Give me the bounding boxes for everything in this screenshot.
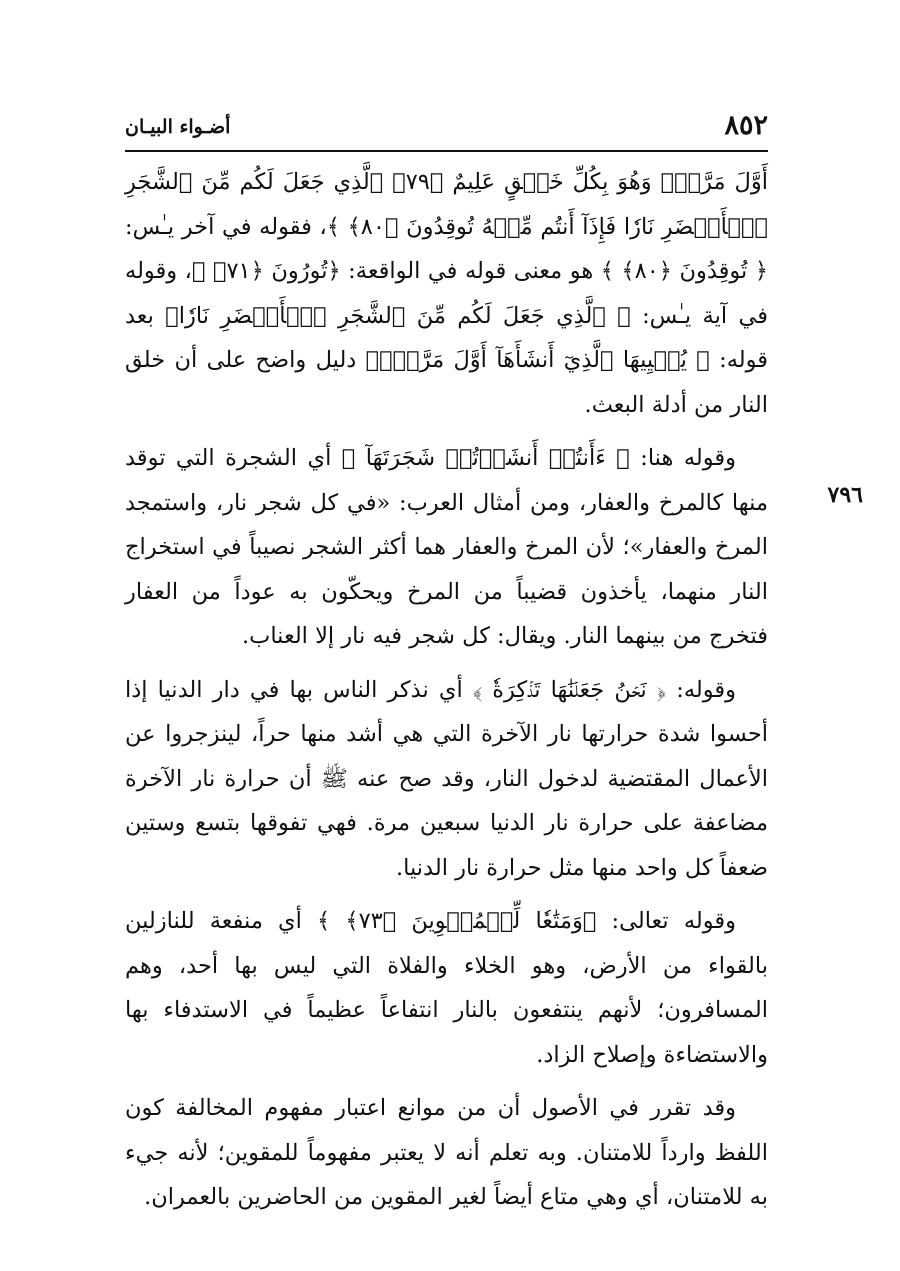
book-title: أضـواء البيـان — [125, 116, 231, 138]
paragraph-2: وقوله هنا: ﴿ ءَأَنتُمۡ أَنشَأۡتُمۡ شَجَرَتَهَآ ﴾ أي الشجرة التي توقد منها كالمرخ والعفار، ومن أمثال العرب: «في كل شجر نار، واستمجد المرخ والعفار»؛ لأن المرخ والعفار هما أكثر الشجر نصيباً في استخراج النار منهما، يأخذون قضيباً من المرخ ويحكّون به عوداً من العفار فتخرج من بينهما النار. ويقال: كل شجر فيه نار إلا العناب. — [125, 445, 768, 649]
header-divider — [125, 150, 768, 152]
margin-page-reference: ٧٩٦ — [827, 482, 863, 508]
paragraph-3: وقوله: ﴿ نَحۡنُ جَعَلۡنَٰهَا تَذۡكِرَةٗ ﴾ أي نذكر الناس بها في دار الدنيا إذا أحسوا شدة حرارتها نار الآخرة التي هي أشد منها حراً، لينزجروا عن الأعمال المقتضية لدخول النار، وقد صح عنه ﷺ أن حرارة نار الآخرة مضاعفة على حرارة نار الدنيا سبعين مرة. فهي تفوقها بتسع وستين ضعفاً كل واحد منها مثل حرارة نار الدنيا. — [125, 676, 768, 881]
paragraph-4: وقوله تعالى: ﴿وَمَتَٰعٗا لِّلۡمُقۡوِينَ ﴿٧٣﴾ ﴾ أي منفعة للنازلين بالقواء من الأرض، وهو الخلاء والفلاة التي ليس بها أحد، وهم المسافرون؛ لأنهم ينتفعون بالنار انتفاعاً عظيماً في الاستدفاء بها والاستضاءة وإصلاح الزاد. — [125, 908, 768, 1068]
paragraph-5: وقد تقرر في الأصول أن من موانع اعتبار مفهوم المخالفة كون اللفظ وارداً للامتنان. وبه تعلم أنه لا يعتبر مفهوماً للمقوين؛ لأنه جيء به للامتنان، أي وهي متاع أيضاً لغير المقوين من الحاضرين بالعمران. — [125, 1095, 768, 1210]
paragraph-1: أَوَّلَ مَرَّةٍۖ وَهُوَ بِكُلِّ خَلۡقٍ عَلِيمٌ ﴿٧٩﴾ ٱلَّذِي جَعَلَ لَكُم مِّنَ ٱلشَّجَرِ ٱلۡأَخۡضَرِ نَارٗا فَإِذَآ أَنتُم مِّنۡهُ تُوقِدُونَ ﴿٨٠﴾ ﴾، فقوله في آخر يـٰس: ﴿ تُوقِدُونَ ﴿٨٠﴾ ﴾ هو معنى قوله في الواقعة: ﴿تُورُونَ ﴿٧١﴾ ﴾، وقوله في آية يـٰس: ﴿ ٱلَّذِي جَعَلَ لَكُم مِّنَ ٱلشَّجَرِ ٱلۡأَخۡضَرِ نَارٗا﴾ بعد قوله: ﴿ يُحۡيِيهَا ٱلَّذِيٓ أَنشَأَهَآ أَوَّلَ مَرَّةٍۖ﴾ دليل واضح على أن خلق النار من أدلة البعث. — [125, 169, 769, 418]
page-header — [125, 108, 768, 146]
page-number: ٨٥٢ — [724, 110, 768, 141]
body-text — [125, 160, 768, 1229]
